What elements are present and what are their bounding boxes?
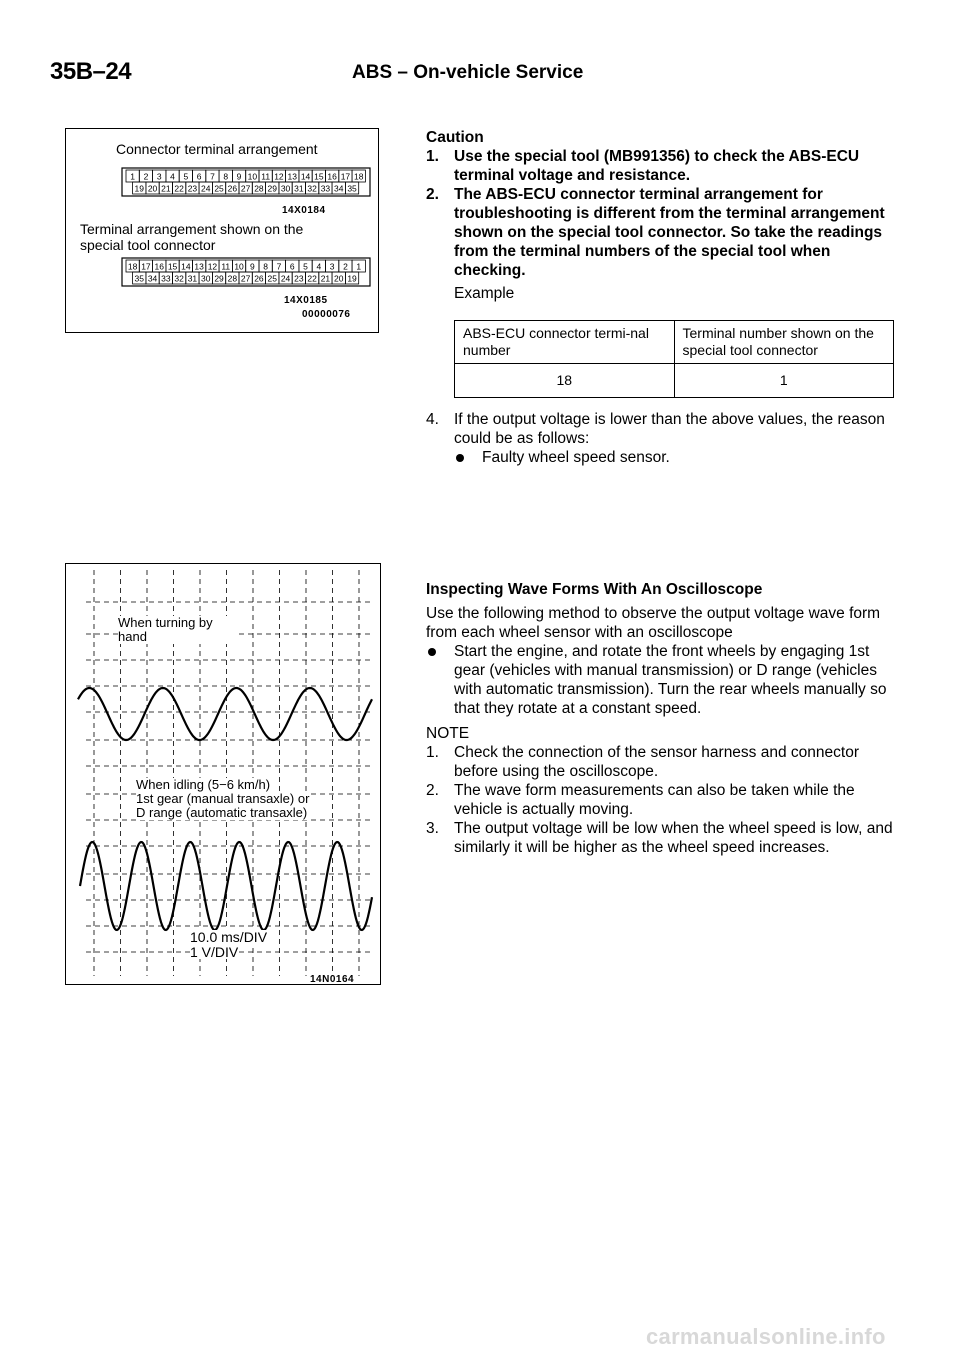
tool-terminal-number: 18 [127,261,138,272]
tool-terminal-number: 7 [276,261,282,272]
label-idle-1: When idling (5−6 km/h) [136,777,271,792]
inspecting-section [426,580,896,857]
label-volt-scale: 1 V/DIV [190,944,239,960]
tool-terminal-number: 12 [207,261,218,272]
ecu-terminal-number: 25 [214,183,224,194]
ecu-terminal-number: 27 [240,183,251,194]
tool-terminal-number: 17 [141,261,151,272]
ecu-terminal-number: 31 [294,183,304,194]
example-label: Example [454,285,515,302]
tool-terminal-number: 10 [234,261,244,272]
bullet-icon [456,454,464,462]
tool-terminal-number: 26 [254,273,264,284]
ecu-terminal-number: 6 [196,171,202,182]
tool-terminal-number: 1 [356,261,362,272]
inspecting-heading: Inspecting Wave Forms With An Oscilloscope [426,581,763,598]
tool-terminal-number: 34 [147,273,158,284]
ecu-terminal-number: 32 [307,183,317,194]
table-header-tool: Terminal number shown on the special tool connector [674,321,894,364]
label-turning-by-hand: When turning by hand [118,616,236,644]
ecu-terminal-number: 15 [314,171,324,182]
tool-terminal-number: 35 [134,273,144,284]
ecu-terminal-number: 23 [187,183,198,194]
step-4-bullet [454,448,896,467]
tool-terminal-number: 32 [174,273,184,284]
ecu-terminal-number: 11 [261,171,271,182]
ecu-terminal-number: 7 [210,171,215,182]
caution-item-2-number: 2. [426,186,439,203]
page-title: ABS – On-vehicle Service [352,62,584,83]
ecu-terminal-number: 22 [174,183,184,194]
label-idle-3: D range (automatic transaxle) [136,805,308,820]
note-item-1 [426,743,896,781]
table-cell-ecu-value: 18 [455,364,675,398]
inspecting-intro: Use the following method to observe the output voltage wave form from each wheel sensor with an oscilloscope [426,605,881,641]
note-3-number: 3. [426,820,439,837]
figure-code-14x0185: 14X0185 [284,295,328,306]
note-heading: NOTE [426,725,470,742]
label-idle-2: 1st gear (manual transaxle) or [136,791,310,806]
note-item-2 [426,781,896,819]
example-table [454,320,894,398]
tool-terminal-number: 21 [320,273,331,284]
ecu-terminal-number: 14 [300,171,311,182]
ecu-terminal-number: 4 [170,171,175,182]
ecu-terminal-number: 3 [156,171,162,182]
tool-terminal-number: 27 [240,273,251,284]
tool-terminal-number: 4 [316,261,322,272]
note-1-text: Check the connection of the sensor harness and connector before using the oscilloscope. [454,744,859,780]
ecu-terminal-number: 8 [223,171,229,182]
tool-terminal-number: 22 [307,273,317,284]
tool-terminal-number: 13 [194,261,204,272]
ecu-connector-diagram [121,167,371,197]
tool-terminal-number: 2 [343,261,348,272]
page-number: 35B–24 [50,58,132,85]
tool-terminal-number: 30 [201,273,211,284]
ecu-terminal-number: 13 [287,171,297,182]
tool-terminal-number: 6 [289,261,295,272]
ecu-terminal-number: 33 [320,183,331,194]
step-4-text: If the output voltage is lower than the above values, the reason could be as follows: [454,411,885,447]
table-cell-tool-value: 1 [674,364,894,398]
tool-connector-caption: Terminal arrangement shown on the special tool connector [80,221,304,253]
tool-terminal-number: 24 [280,273,291,284]
connector-figure-title: Connector terminal arrangement [116,141,318,157]
ecu-terminal-number: 30 [280,183,291,194]
caution-heading: Caution [426,129,484,146]
note-1-number: 1. [426,744,439,761]
note-item-3 [426,819,896,857]
step-4 [426,410,896,467]
step-4-number: 4. [426,411,439,428]
tool-terminal-number: 33 [161,273,171,284]
table-header-ecu: ABS-ECU connector termi-nal number [455,321,675,364]
ecu-terminal-number: 10 [247,171,258,182]
tool-terminal-number: 29 [214,273,224,284]
inspecting-bullet-text: Start the engine, and rotate the front wheels by engaging 1st gear (vehicles with manual transmission) or D range (vehicles with automatic transmission). Turn the rear wheels manually so that they rotate at a constant speed. [454,643,887,717]
ecu-terminal-number: 29 [267,183,277,194]
caution-item-1-number: 1. [426,148,439,165]
ecu-terminal-number: 35 [347,183,357,194]
tool-terminal-number: 5 [303,261,308,272]
tool-terminal-number: 8 [263,261,269,272]
tool-terminal-number: 20 [334,273,344,284]
tool-connector-diagram [121,257,371,287]
ecu-terminal-number: 2 [143,171,149,182]
tool-terminal-number: 16 [154,261,164,272]
figure-code-14x0184: 14X0184 [282,205,326,216]
waveform-idle [80,842,372,930]
caution-item-2-text: The ABS-ECU connector terminal arrangement for troubleshooting is different from the terminal arrangement shown on the special tool connector. So take the readings from the terminal numbers of the special tool when checking. [454,186,885,279]
figure-code-00000076: 00000076 [302,309,351,320]
ecu-terminal-number: 16 [327,171,337,182]
ecu-terminal-number: 9 [236,171,242,182]
figure-code-14n0164: 14N0164 [310,974,355,985]
ecu-terminal-number: 18 [354,171,364,182]
waveform-hand [78,688,372,740]
tool-terminal-number: 25 [267,273,277,284]
ecu-terminal-number: 19 [134,183,144,194]
caution-section [426,128,896,303]
tool-terminal-number: 19 [347,273,357,284]
caution-item-1 [426,147,896,185]
watermark: carmanualsonline.info [646,1324,886,1349]
ecu-terminal-number: 1 [130,171,136,182]
tool-terminal-number: 31 [187,273,198,284]
note-3-text: The output voltage will be low when the wheel speed is low, and similarly it will be higher as the wheel speed increases. [454,820,893,856]
caution-item-2 [426,185,896,280]
inspecting-bullet [426,642,896,718]
step-4-bullet-text: Faulty wheel speed sensor. [482,449,670,466]
ecu-terminal-number: 5 [183,171,189,182]
connector-figure [65,128,379,333]
note-2-number: 2. [426,782,439,799]
tool-terminal-number: 9 [249,261,255,272]
ecu-terminal-number: 12 [274,171,284,182]
note-2-text: The wave form measurements can also be taken while the vehicle is actually moving. [454,782,855,818]
ecu-terminal-number: 34 [334,183,344,194]
ecu-terminal-number: 21 [161,183,171,194]
ecu-terminal-number: 20 [147,183,158,194]
caution-item-1-text: Use the special tool (MB991356) to check the ABS-ECU terminal voltage and resistance. [454,148,860,184]
tool-terminal-number: 23 [294,273,304,284]
ecu-terminal-number: 28 [254,183,264,194]
ecu-terminal-number: 17 [340,171,351,182]
ecu-terminal-number: 24 [201,183,211,194]
bullet-icon [428,648,436,656]
label-time-scale: 10.0 ms/DIV [190,929,268,945]
tool-terminal-number: 28 [227,273,238,284]
oscilloscope-figure [65,563,381,985]
ecu-terminal-number: 26 [227,183,238,194]
tool-terminal-number: 3 [329,261,335,272]
tool-terminal-number: 14 [181,261,191,272]
tool-terminal-number: 11 [221,261,231,272]
tool-terminal-number: 15 [167,261,178,272]
